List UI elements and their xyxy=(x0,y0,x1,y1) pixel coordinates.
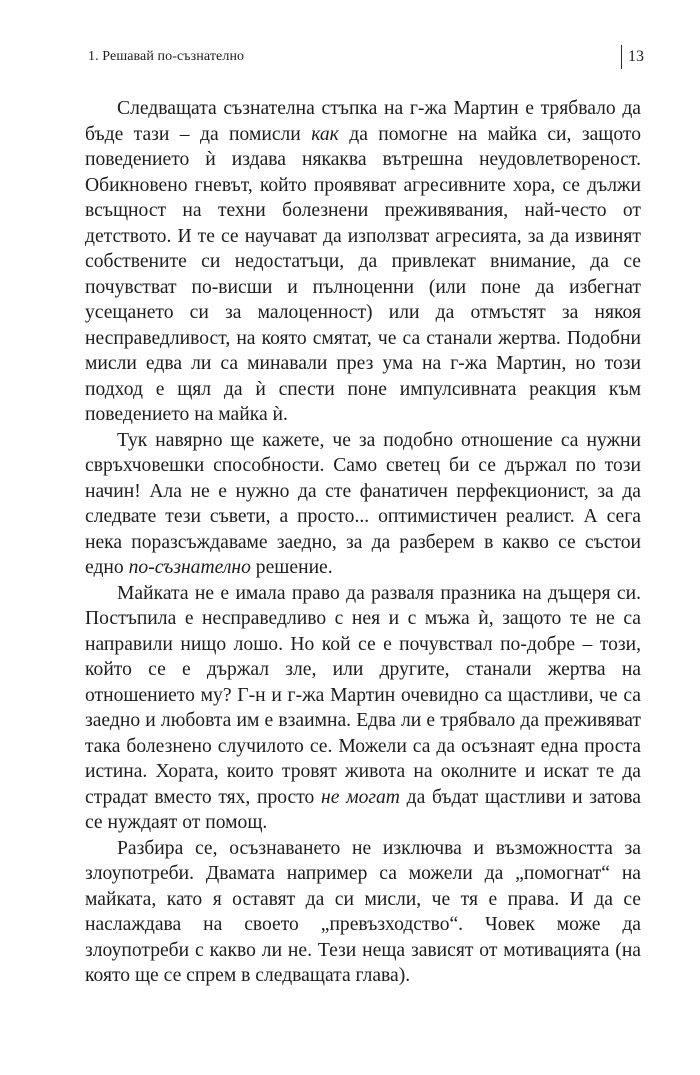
emphasis-text: по-съзнателно xyxy=(128,557,251,578)
running-header xyxy=(85,45,644,69)
header-divider xyxy=(621,45,622,69)
text-run: Тук навярно ще кажете, че за подобно отношение са нужни свръхчовешки способности. Само светец би се държал по този начин! Ала не е нужно да сте фанатичен перфекционист, за да следвате тези съвети, а просто... оптимистичен реалист. А сега нека поразсъждаваме заедно, за да разберем в какво се състои едно xyxy=(85,429,641,578)
chapter-title: 1. Решавай по-съзнателно xyxy=(88,49,245,64)
page-number: 13 xyxy=(628,48,644,65)
emphasis-text: как xyxy=(311,123,339,145)
text-run: да бъдат щастливи и затова се нуждаят от помощ. xyxy=(85,786,641,833)
text-run: Разбира се, осъзнаването не изключва и възможността за злоупотреби. Двамата например са можели да „помогнат“ на майката, като я оставят да си мисли, че тя е права. И да се наслаждава на своето „превъзходство“. Човек може да злоупотреби с какво ли не. Тези неща зависят от мотивацията (на която ще се спрем в следващата глава). xyxy=(85,837,641,986)
text-run: Майката не е имала право да разваля празника на дъщеря си. Постъпила е несправедливо с нея и с мъжа ѝ, защото те не са направили нищо лошо. Но кой се е почувствал по-добре – този, който се е държал зле, или другите, станали жертва на отношението му? Г-н и г-жа Мартин очевидно са щастливи, че са заедно и любовта им е взаимна. Едва ли е трябвало да преживяват така болезнено случилото се. Можели са да осъзнаят една проста истина. Хората, които тровят живота на околните и искат те да страдат вместо тях, просто xyxy=(85,582,641,808)
paragraph xyxy=(85,836,641,989)
body-text xyxy=(85,96,641,989)
paragraph xyxy=(85,428,641,581)
text-run: решение. xyxy=(250,557,333,578)
emphasis-text: не могат xyxy=(321,786,400,808)
paragraph xyxy=(85,96,641,428)
paragraph xyxy=(85,581,641,836)
text-run: да помогне на майка си, защото поведението ѝ издава някаква вътрешна неудовлетвореност. Обикновено гневът, който проявяват агресивните хора, се дължи всъщност на техни болезнени преживявания, най-често от детството. И те се научават да използват агресията, за да извинят собствените си недостатъци, да привлекат внимание, да се почувстват по-висши и пълноценни (или поне да избегнат усещането си за малоценност) или да отмъстят за някоя несправедливост, на която смятат, че са станали жертва. Подобни мисли едва ли са минавали през ума на г-жа Мартин, но този подход е щял да ѝ спести поне импулсивната реакция към поведението на майка ѝ. xyxy=(85,123,641,425)
text-run: Следващата съзнателна стъпка на г-жа Мартин е трябвало да бъде тази – да помисли xyxy=(85,98,641,145)
